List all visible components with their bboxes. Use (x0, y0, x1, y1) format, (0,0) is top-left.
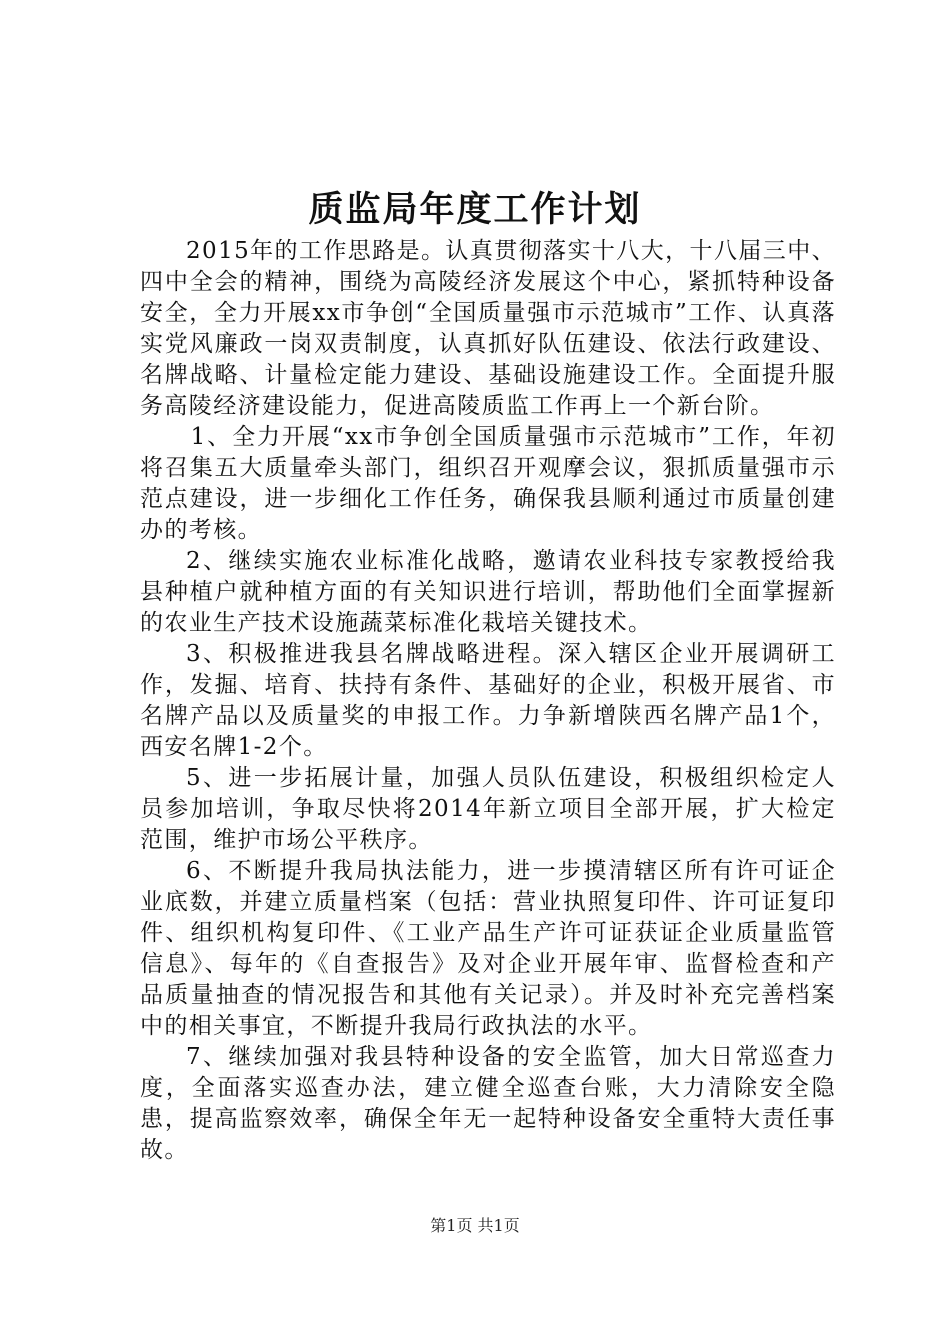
paragraph-item-2: 2、继续实施农业标准化战略，邀请农业科技专家教授给我县种植户就种植方面的有关知识进行培训，帮助他们全面掌握新的农业生产技术设施蔬菜标准化栽培关键技术。 (140, 548, 836, 636)
paragraph-intro: 2015年的工作思路是。认真贯彻落实十八大，十八届三中、四中全会的精神，围绕为高陵经济发展这个中心，紧抓特种设备安全，全力开展xx市争创“全国质量强市示范城市”工作、认真落实党风廉政一岗双责制度，认真抓好队伍建设、依法行政建设、名牌战略、计量检定能力建设、基础设施建设工作。全面提升服务高陵经济建设能力，促进高陵质监工作再上一个新台阶。 (140, 238, 836, 419)
paragraph-item-5: 5、进一步拓展计量，加强人员队伍建设，积极组织检定人员参加培训，争取尽快将2014年新立项目全部开展，扩大检定范围，维护市场公平秩序。 (140, 765, 836, 853)
paragraph-item-3: 3、积极推进我县名牌战略进程。深入辖区企业开展调研工作，发掘、培育、扶持有条件、基础好的企业，积极开展省、市名牌产品以及质量奖的申报工作。力争新增陕西名牌产品1个，西安名牌1-2个。 (140, 641, 836, 760)
document-body (140, 236, 836, 1166)
document-title: 质监局年度工作计划 (308, 189, 642, 230)
paragraph-item-6: 6、不断提升我局执法能力，进一步摸清辖区所有许可证企业底数，并建立质量档案（包括：营业执照复印件、许可证复印件、组织机构复印件、《工业产品生产许可证获证企业质量监管信息》、每年的《自查报告》及对企业开展年审、监督检查和产品质量抽查的情况报告和其他有关记录）。并及时补充完善档案中的相关事宜，不断提升我局行政执法的水平。 (140, 858, 836, 1039)
page-footer: 第1页 共1页 (430, 1216, 520, 1235)
paragraph-item-1: 1、全力开展“xx市争创全国质量强市示范城市”工作，年初将召集五大质量牵头部门，组织召开观摩会议，狠抓质量强市示范点建设，进一步细化工作任务，确保我县顺利通过市质量创建办的考核。 (140, 424, 836, 543)
paragraph-item-7: 7、继续加强对我县特种设备的安全监管，加大日常巡查力度，全面落实巡查办法，建立健全巡查台账，大力清除安全隐患，提高监察效率，确保全年无一起特种设备安全重特大责任事故。 (140, 1044, 836, 1163)
